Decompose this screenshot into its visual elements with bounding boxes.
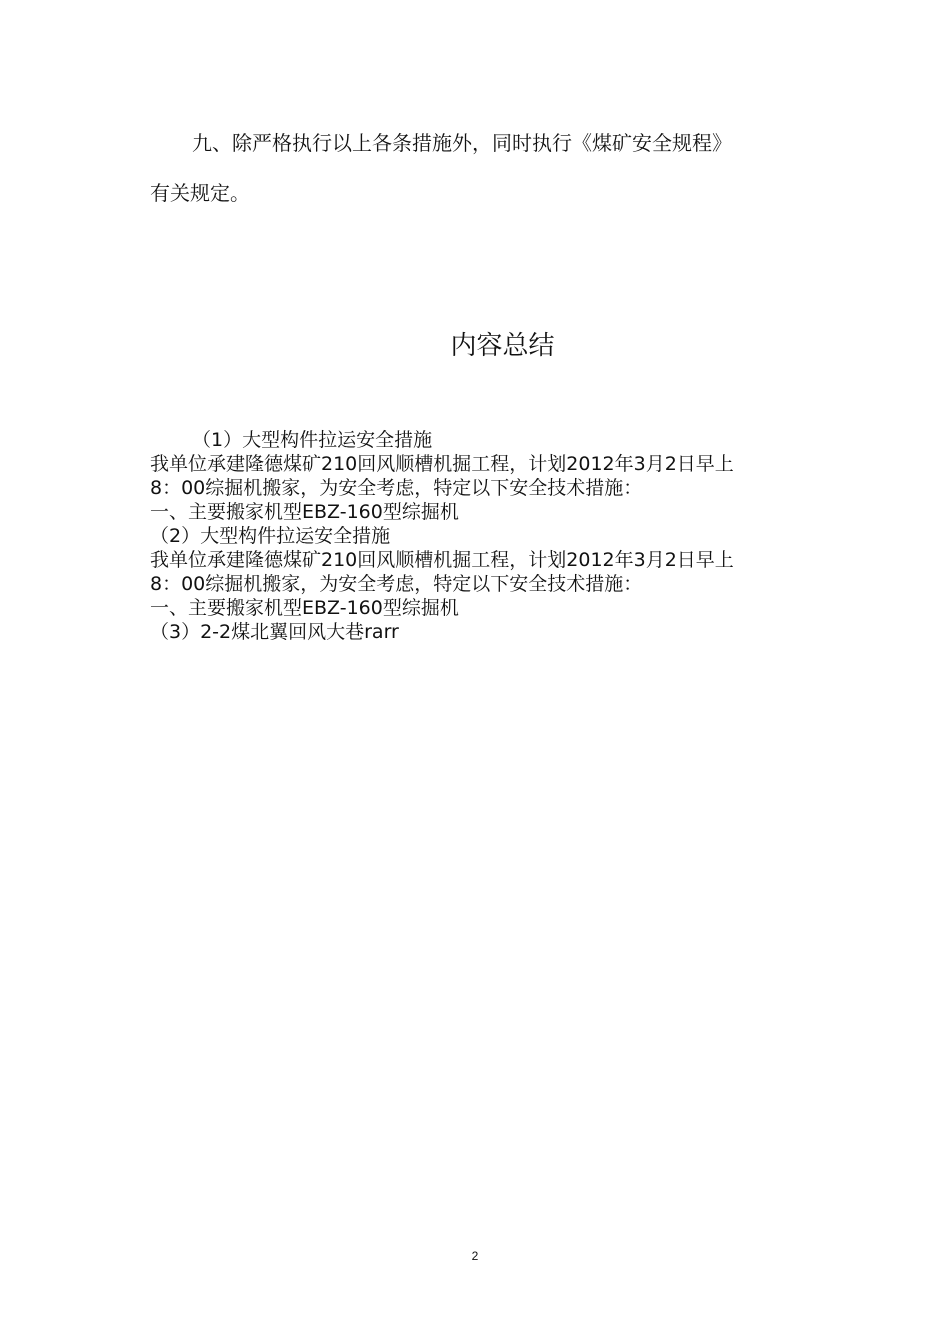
- intro-line-2: 有关规定。: [150, 181, 250, 205]
- summary-line: 一、主要搬家机型EBZ-160型综掘机: [150, 597, 459, 619]
- summary-line: 一、主要搬家机型EBZ-160型综掘机: [150, 501, 459, 523]
- summary-line: 我单位承建隆德煤矿210回风顺槽机掘工程，计划2012年3月2日早上: [150, 453, 734, 475]
- summary-body: [150, 428, 810, 644]
- page-number: 2: [471, 1249, 479, 1263]
- intro-line-1: 九、除严格执行以上各条措施外，同时执行《煤矿安全规程》: [192, 131, 732, 155]
- summary-line: 我单位承建隆德煤矿210回风顺槽机掘工程，计划2012年3月2日早上: [150, 549, 734, 571]
- intro-paragraph: [150, 118, 800, 218]
- summary-line: （1）大型构件拉运安全措施: [192, 429, 433, 451]
- summary-line: 8：00综掘机搬家，为安全考虑，特定以下安全技术措施：: [150, 573, 643, 595]
- summary-line: （3）2-2煤北翼回风大巷rarr: [150, 621, 399, 643]
- summary-line: （2）大型构件拉运安全措施: [150, 525, 391, 547]
- summary-line: 8：00综掘机搬家，为安全考虑，特定以下安全技术措施：: [150, 477, 643, 499]
- summary-title: 内容总结: [450, 331, 555, 361]
